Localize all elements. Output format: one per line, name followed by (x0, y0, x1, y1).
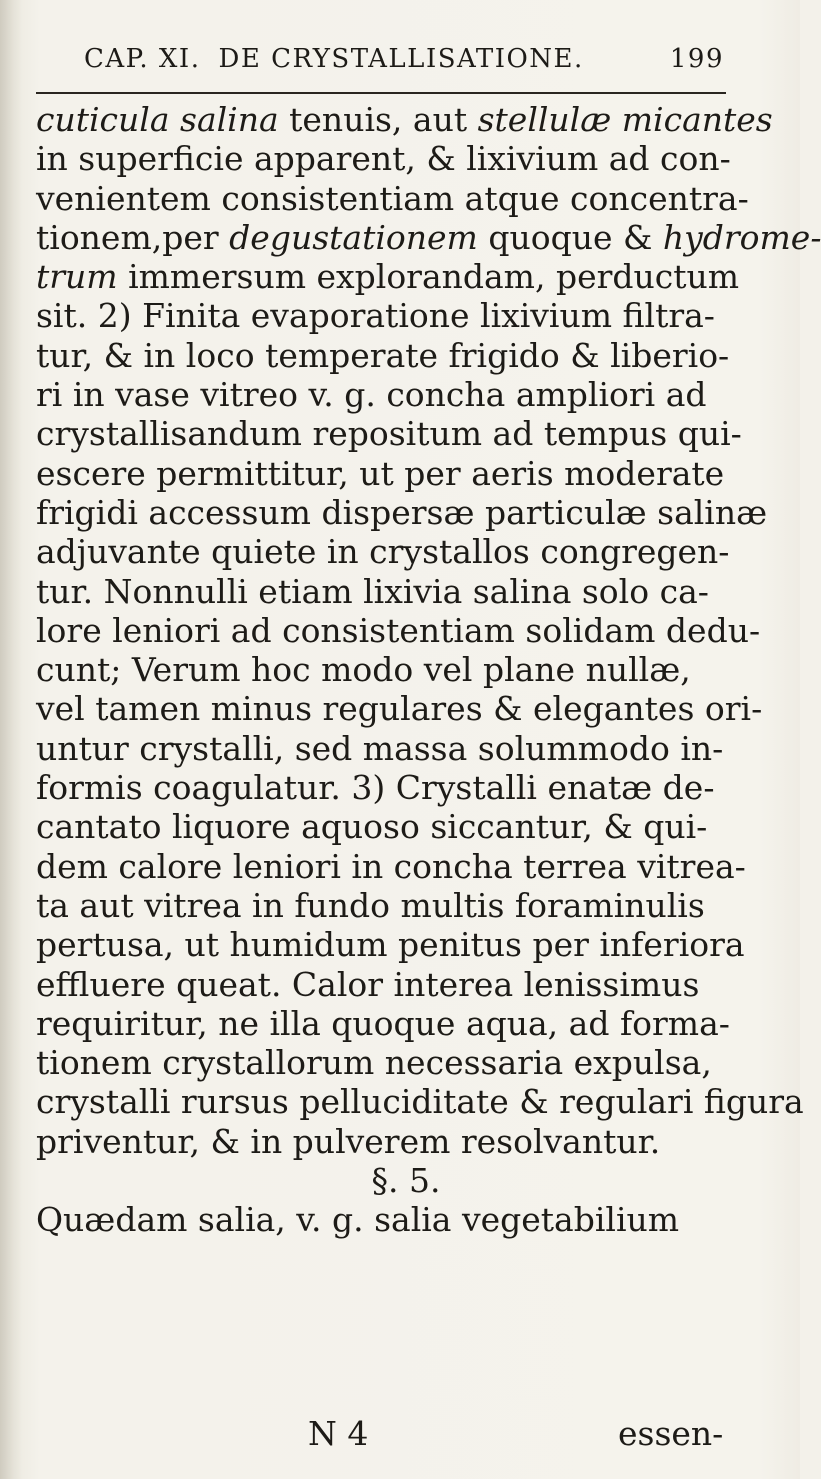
text-line: priventur, & in pulverem resolvantur. (36, 1121, 661, 1161)
header-rule (36, 92, 726, 94)
text-line: sit. 2) Finita evaporatione lixivium filtra- (36, 296, 715, 336)
text-line: tur. Nonnulli etiam lixivia salina solo ca- (36, 571, 709, 611)
text-line: untur crystalli, sed massa solummodo in- (36, 728, 724, 768)
italic-term: cuticula salina (36, 100, 279, 139)
text-line: ri in vase vitreo v. g. concha ampliori ad (36, 375, 707, 415)
chapter-title: DE CRYSTALLISATIONE. (218, 44, 584, 74)
text-line: frigidi accessum dispersæ particulæ salinæ (36, 492, 768, 532)
text-line: lore leniori ad consistentiam solidam dedu- (36, 610, 761, 650)
text-line: ta aut vitrea in fundo multis foraminulis (36, 885, 705, 925)
footer-line (36, 1414, 776, 1456)
page-number: 199 (669, 44, 724, 74)
text-line: cuticula salina tenuis, aut stellulæ micantes (36, 100, 773, 139)
text-line: adjuvante quiete in crystallos congregen- (36, 532, 730, 572)
binding-edge (0, 0, 22, 1479)
body-text (36, 100, 821, 1240)
signature-mark: N 4 (308, 1414, 369, 1453)
text-line: trum immersum explorandam, perductum (36, 257, 740, 297)
text-line: tionem crystallorum necessaria expulsa, (36, 1043, 712, 1083)
italic-term: hydrome- (662, 217, 821, 257)
text-line: in superficie apparent, & lixivium ad con- (36, 139, 731, 179)
italic-term: degustationem (229, 217, 478, 257)
text-line: pertusa, ut humidum penitus per inferiora (36, 925, 745, 965)
text-line: crystallisandum repositum ad tempus qui- (36, 414, 742, 454)
italic-term: trum (36, 257, 118, 297)
text-line: formis coagulatur. 3) Crystalli enatæ de- (36, 768, 715, 808)
italic-term: stellulæ micantes (477, 100, 773, 139)
text-line: tur, & in loco temperate frigido & liberio- (36, 335, 730, 375)
text-line: crystalli rursus pelluciditate & regulari figura (36, 1082, 804, 1122)
text-line: escere permittitur, ut per aeris moderate (36, 453, 725, 493)
text-line: cantato liquore aquoso siccantur, & qui- (36, 807, 708, 847)
section-heading: §. 5. (371, 1161, 441, 1201)
catchword: essen- (618, 1414, 724, 1453)
text-line: cunt; Verum hoc modo vel plane nullæ, (36, 650, 691, 690)
text-line: venientem consistentiam atque concentra- (36, 178, 749, 218)
text-line: tionem,per degustationem quoque & hydrome- (36, 217, 821, 257)
text-line: vel tamen minus regulares & elegantes ori- (36, 689, 763, 729)
text-line: Quædam salia, v. g. salia vegetabilium (36, 1200, 680, 1240)
text-line: effluere queat. Calor interea lenissimus (36, 964, 700, 1004)
text-line: dem calore leniori in concha terrea vitrea- (36, 846, 746, 886)
chapter-number: CAP. XI. (84, 44, 201, 74)
text-line: requiritur, ne illa quoque aqua, ad forma- (36, 1003, 730, 1043)
running-header (84, 44, 724, 88)
